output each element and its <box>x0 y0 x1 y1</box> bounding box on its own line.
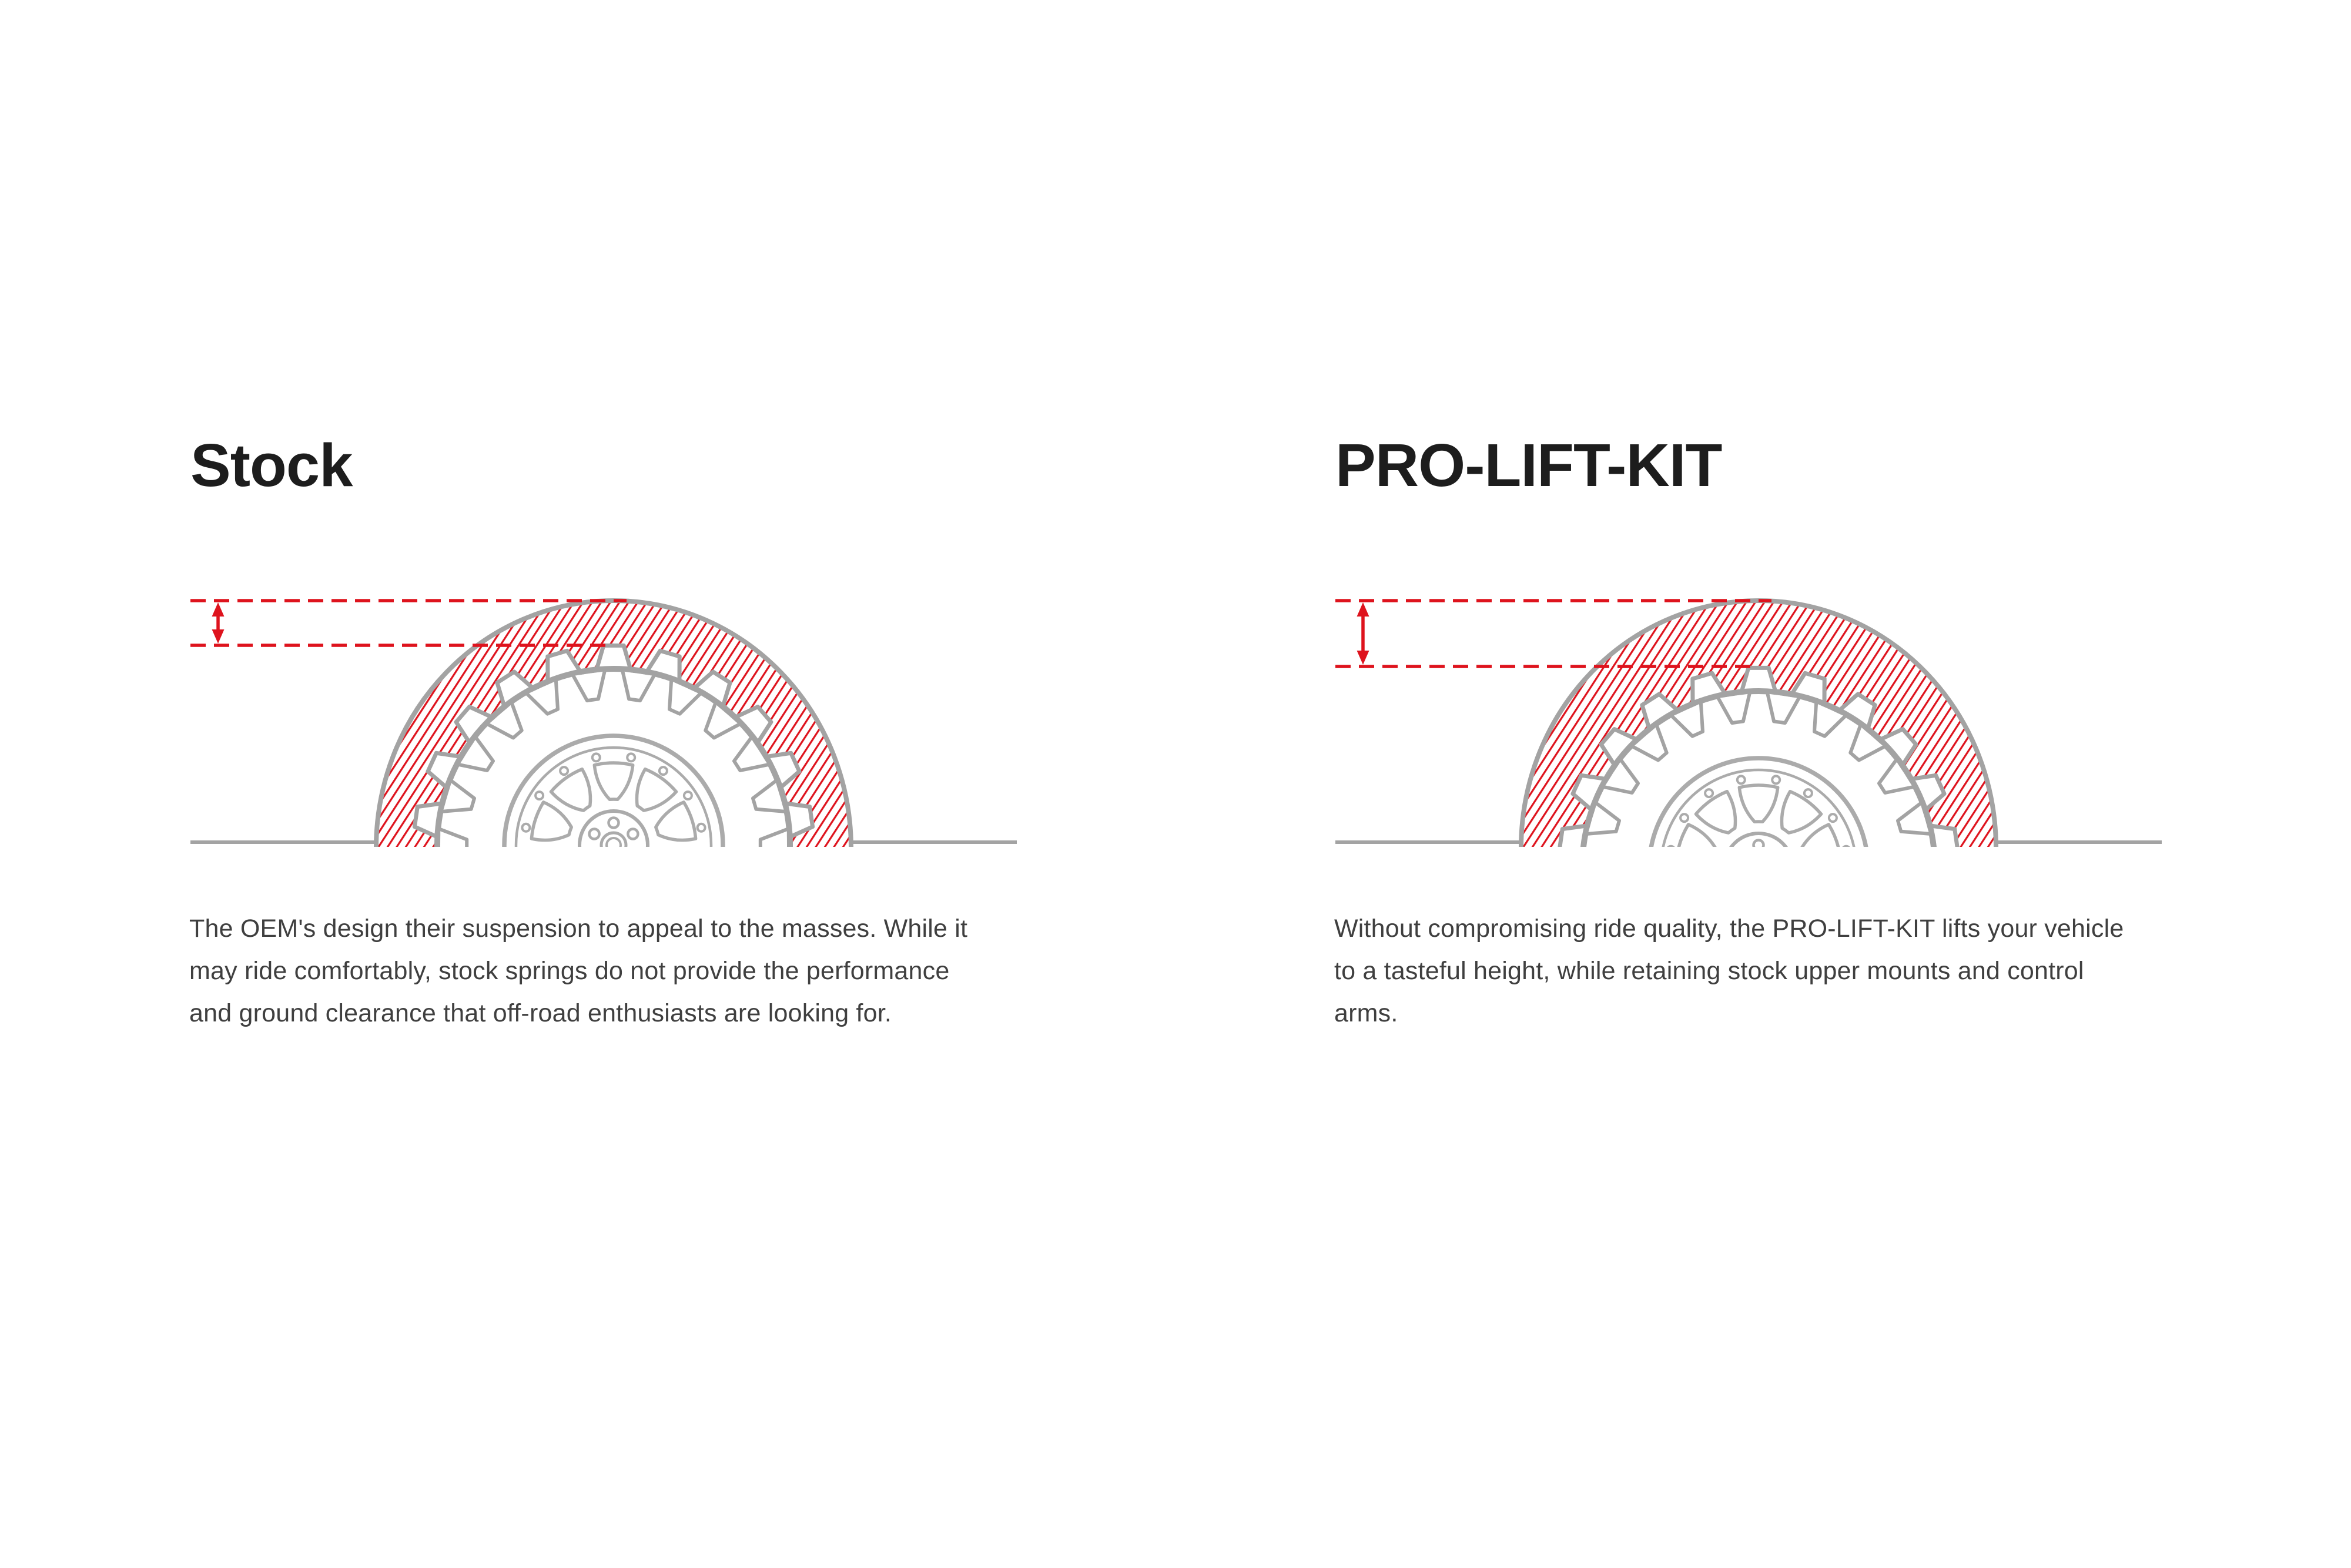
description-line: and ground clearance that off-road enthusiasts are looking for. <box>189 999 892 1027</box>
stock-title: Stock <box>190 431 353 499</box>
prolift-title: PRO-LIFT-KIT <box>1335 431 1722 499</box>
lift-height-arrow <box>212 602 225 644</box>
lift-height-arrow <box>1357 602 1369 665</box>
prolift-description <box>1334 907 2124 1034</box>
description-line: arms. <box>1334 999 1398 1027</box>
figure-art <box>1335 601 2162 882</box>
description-line: may ride comfortably, stock springs do not provide the performance <box>189 957 950 985</box>
prolift-figure <box>1335 588 2170 882</box>
description-line: Without compromising ride quality, the PRO-LIFT-KIT lifts your vehicle <box>1334 914 2124 943</box>
prolift-panel <box>1335 0 2193 1568</box>
stock-figure <box>190 588 1025 882</box>
description-line: The OEM's design their suspension to appeal to the masses. While it <box>189 914 968 943</box>
stock-panel <box>190 0 1049 1568</box>
description-line: to a tasteful height, while retaining stock upper mounts and control <box>1334 957 2084 985</box>
figure-art <box>190 601 1017 882</box>
stock-description <box>189 907 967 1034</box>
